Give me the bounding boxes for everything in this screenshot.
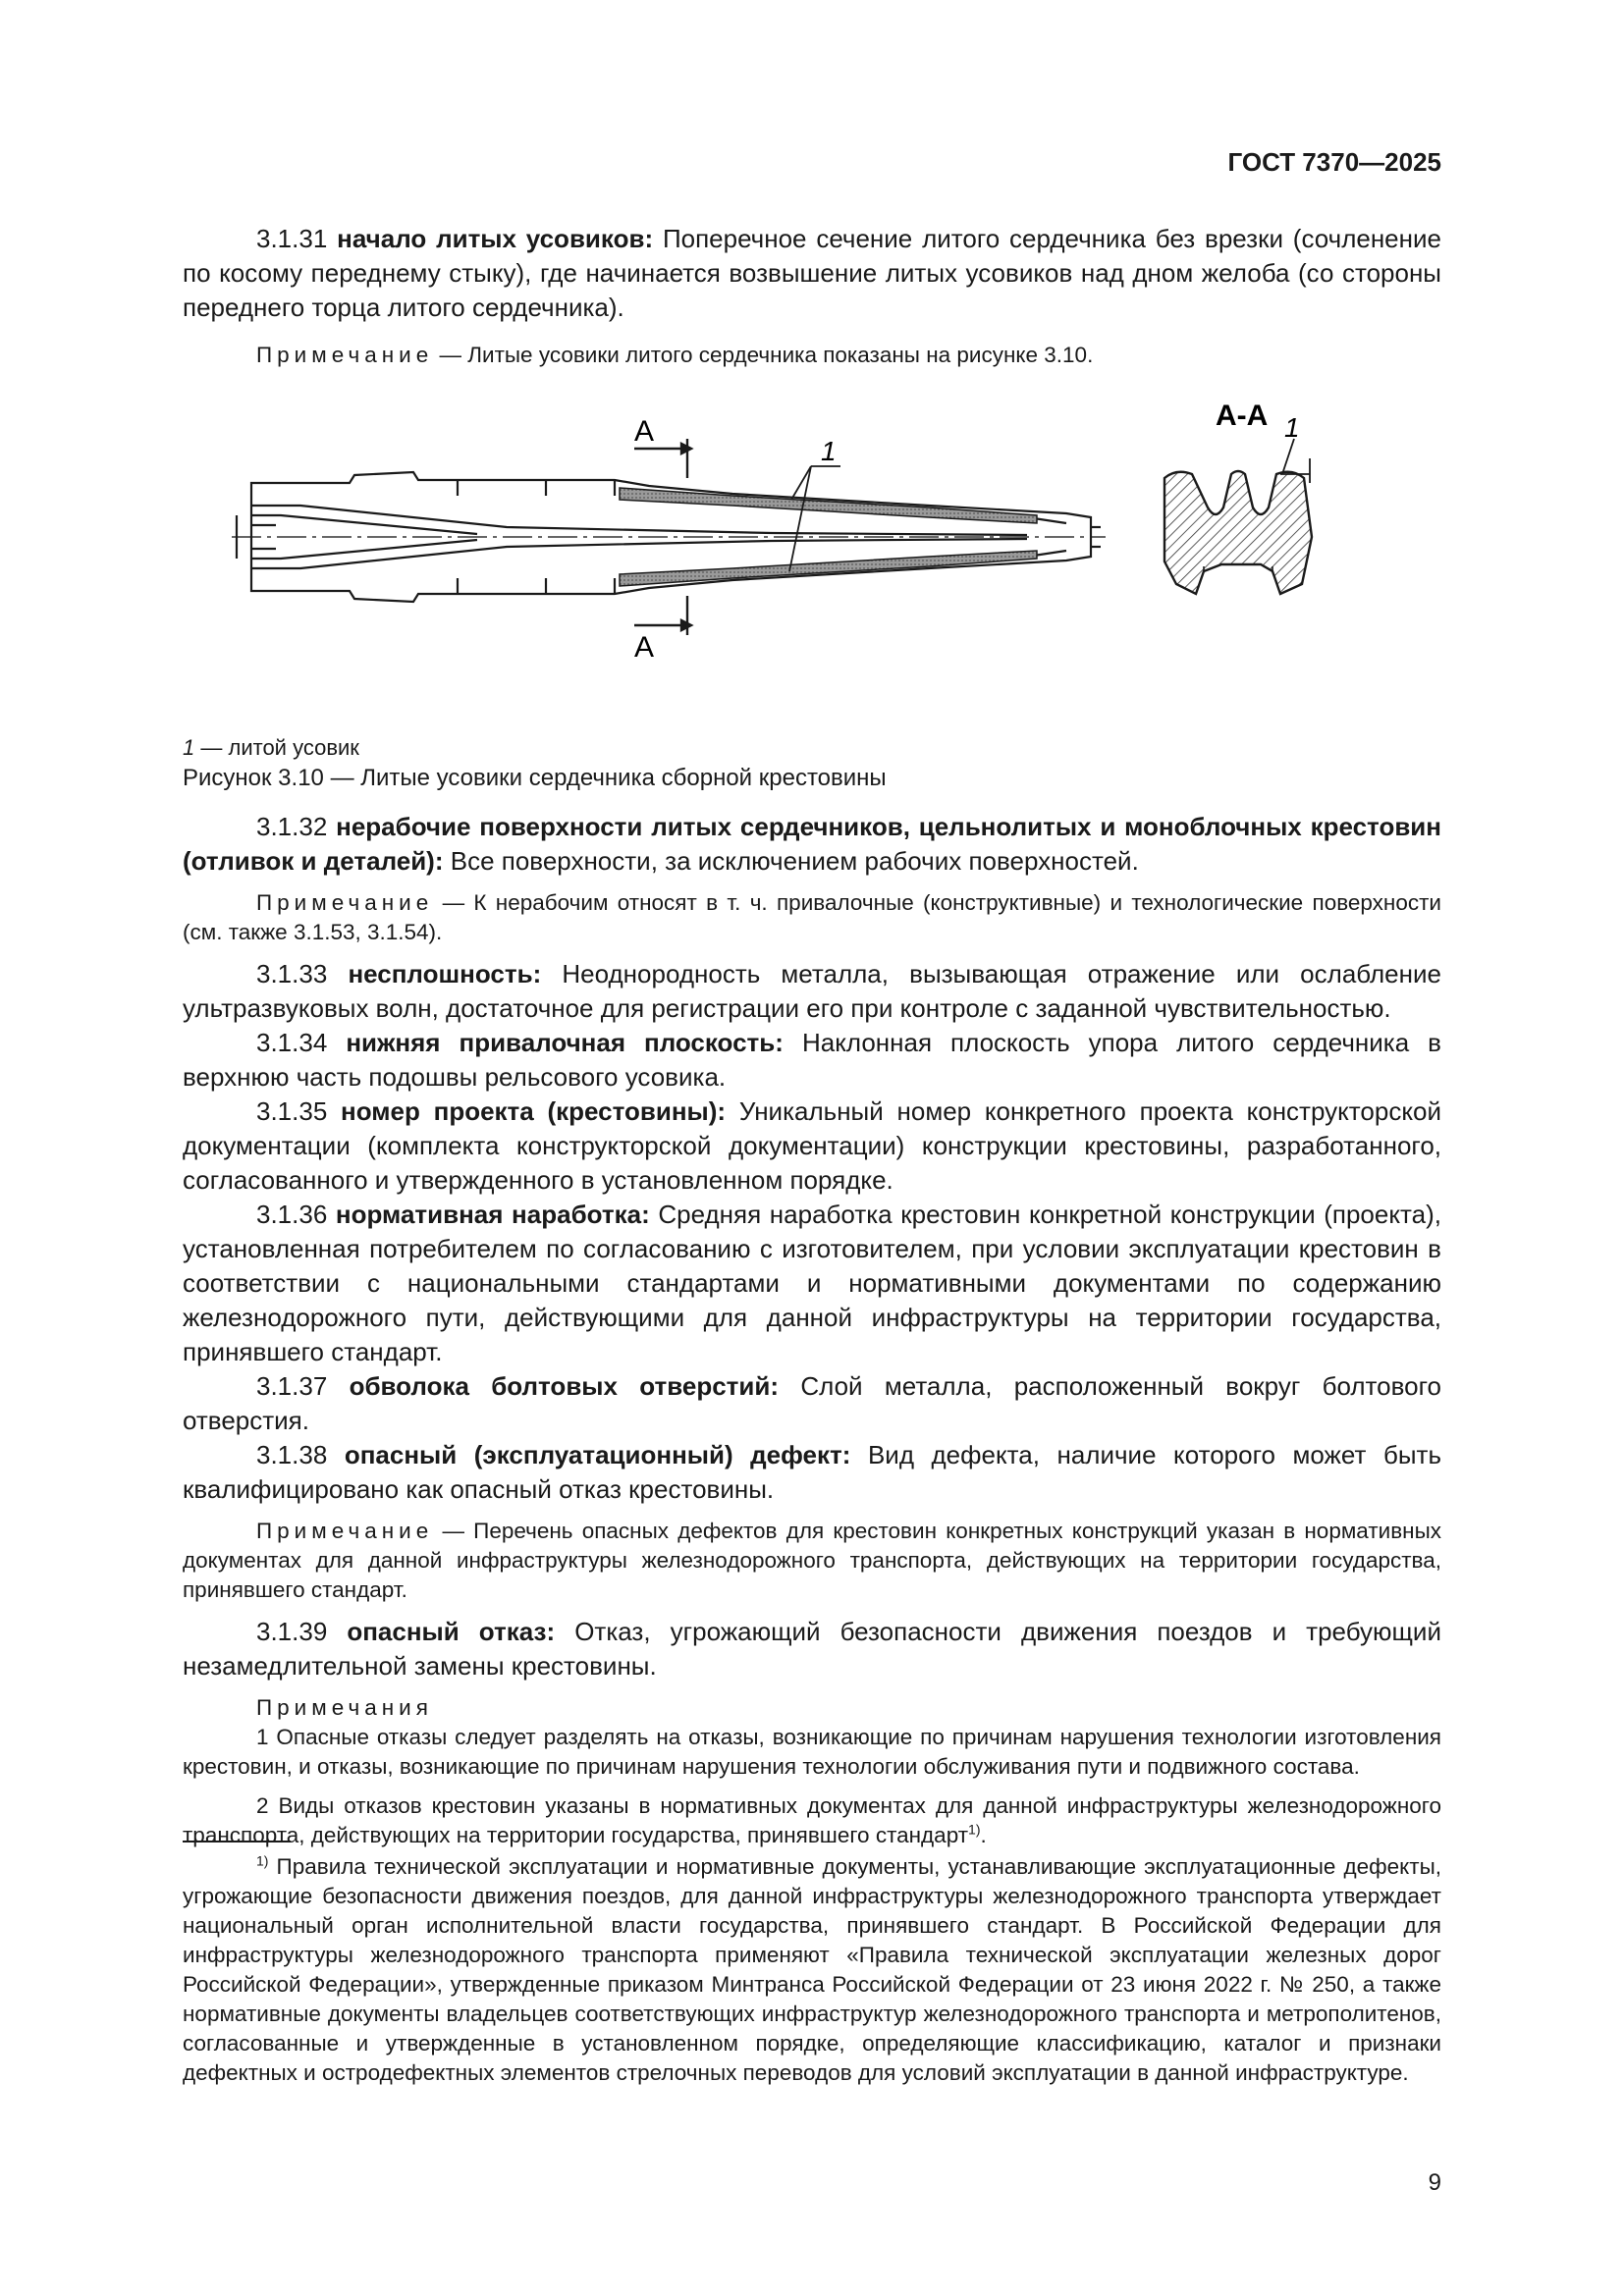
term-title: обволока болтовых отверстий:: [349, 1371, 780, 1401]
term-definition: Неоднородность металла, вызывающая отражение или ослабление ультразвуковых волн, достаточное для регистрации его при контроле с заданной чувствительностью.: [183, 959, 1441, 1023]
term-definition: Средняя наработка крестовин конкретной конструкции (проекта), установленная потребителем по согласованию с изготовителем, при условии эксплуатации крестовин в соответствии с национальными стандартами и нормативными документами по содержанию железнодорожного пути, действующими для данной инфраструктуры на территории государства, принявшего стандарт.: [183, 1200, 1441, 1366]
frog-drawing: [183, 390, 1441, 733]
term-3-1-33: 3.1.33 несплошность: Неоднородность металла, вызывающая отражение или ослабление ультразвуковых волн, достаточное для регистрации его при контроле с заданной чувствительностью.: [183, 959, 1441, 1023]
note-3: Примечание — Перечень опасных дефектов для крестовин конкретных конструкций указан в нормативных документах для данной инфраструктуры железнодорожного транспорта, действующих на территории государства, принявшего стандарт.: [183, 1519, 1441, 1602]
term-3-1-38: 3.1.38 опасный (эксплуатационный) дефект: Вид дефекта, наличие которого может быть квалифицировано как опасный отказ крестовины.: [183, 1440, 1441, 1504]
callout-leaders: [789, 466, 840, 571]
term-3-1-35: 3.1.35 номер проекта (крестовины): Уникальный номер конкретного проекта конструкторской документации (комплекта конструкторской документации) конструкции крестовины, разработанного, согласованного и утвержденного в установленном порядке.: [183, 1096, 1441, 1195]
section-callout-label: 1: [1284, 412, 1300, 443]
footnote-ref[interactable]: 1): [968, 1821, 981, 1838]
term-3-1-36: 3.1.36 нормативная наработка: Средняя наработка крестовин конкретной конструкции (проекта), установленная потребителем по согласованию с изготовителем, при условии эксплуатации крестовин в соответствии с национальными стандартами и нормативными документами по содержанию железнодорожного пути, действующими для данной инфраструктуры на территории государства, принявшего стандарт.: [183, 1200, 1441, 1366]
term-3-1-32: 3.1.32 нерабочие поверхности литых сердечников, цельнолитых и моноблочных крестовин (отливок и деталей): Все поверхности, за исключением рабочих поверхностей.: [183, 812, 1441, 876]
section-mark-bottom: [634, 596, 691, 635]
term-definition: Наклонная плоскость упора литого сердечника в верхнюю часть подошвы рельсового усовика.: [183, 1028, 1441, 1092]
callout-label: 1: [821, 436, 837, 466]
cast-whisker-lower: [620, 551, 1037, 586]
footnote-1: $^{1)}$ Правила технической эксплуатации и нормативные документы, устанавливающие эксплуатационные дефекты, угрожающие безопасности движения поездов, для данной инфраструктуры железнодорожного транспорта утверждает национальный орган исполнительной власти государства, принявшего стандарт. В Российской Федерации для инфраструктуры железнодорожного транспорта применяют «Правила технической эксплуатации железных дорог Российской Федерации», утвержденные приказом Минтранса Российской Федерации от 23 июня 2022 г. № 250, а также нормативные документы владельцев соответствующих инфраструктур железнодорожного транспорта и метрополитенов, согласованные и утвержденные в установленном порядке, определяющие классификацию, каталог и признаки дефектных и остродефектных элементов стрелочных переводов для условий эксплуатации в данной инфраструктуре.: [183, 1852, 1441, 2085]
term-title: опасный отказ:: [347, 1617, 556, 1646]
figure-3-10: [183, 390, 1441, 733]
document-header: ГОСТ 7370—2025: [1227, 147, 1441, 177]
section-label-top: А: [634, 415, 655, 448]
term-title: нерабочие поверхности литых сердечников, цельнолитых и моноблочных крестовин (отливок и деталей):: [183, 812, 1441, 876]
main-content: [183, 222, 1441, 1850]
term-3-1-31: 3.1.31 начало литых усовиков: Поперечное сечение литого сердечника без врезки (сочленение по косому переднему стыку), где начинается возвышение литых усовиков над дном желоба (со стороны переднего торца литого сердечника).: [183, 224, 1441, 322]
footnote-mark: 1): [256, 1852, 269, 1869]
note-4-2: 2 Виды отказов крестовин указаны в нормативных документах для данной инфраструктуры железнодорожного транспорта, действующих на территории государства, принявшего стандарт$^{1)}$.: [183, 1793, 1441, 1847]
footnotes: [183, 1841, 1441, 2088]
term-definition: Вид дефекта, наличие которого может быть квалифицировано как опасный отказ крестовины.: [183, 1440, 1441, 1504]
term-title: номер проекта (крестовины):: [341, 1096, 727, 1126]
section-label-bottom: А: [634, 631, 655, 664]
term-definition: Поперечное сечение литого сердечника без врезки (сочленение по косому переднему стыку), где начинается возвышение литых усовиков над дном желоба (со стороны переднего торца литого сердечника).: [183, 224, 1441, 322]
figure-caption: Рисунок 3.10 — Литые усовики сердечника сборной крестовины: [183, 765, 887, 791]
note-4-1: 1 Опасные отказы следует разделять на отказы, возникающие по причинам нарушения технологии изготовления крестовин, и отказы, возникающие по причинам нарушения технологии обслуживания пути и подвижного состава.: [183, 1725, 1441, 1779]
term-definition: Все поверхности, за исключением рабочих поверхностей.: [450, 846, 1139, 876]
term-title: нормативная наработка:: [335, 1200, 650, 1229]
term-title: начало литых усовиков:: [337, 224, 654, 253]
term-3-1-34: 3.1.34 нижняя привалочная плоскость: Наклонная плоскость упора литого сердечника в верхнюю часть подошвы рельсового усовика.: [183, 1028, 1441, 1092]
cast-whisker-upper: [620, 488, 1037, 523]
term-definition: Уникальный номер конкретного проекта конструкторской документации (комплекта конструкторской документации) конструкции крестовины, разработанного, согласованного и утвержденного в установленном порядке.: [183, 1096, 1441, 1195]
term-3-1-37: 3.1.37 обволока болтовых отверстий: Слой металла, расположенный вокруг болтового отверстия.: [183, 1371, 1441, 1435]
section-view-label: А-А: [1216, 400, 1269, 432]
note-2: Примечание — К нерабочим относят в т. ч. привалочные (конструктивные) и технологические поверхности (см. также 3.1.53, 3.1.54).: [183, 890, 1441, 944]
term-definition: Слой металла, расположенный вокруг болтового отверстия.: [183, 1371, 1441, 1435]
cross-section: [1164, 471, 1312, 594]
note-1: Примечание — Литые усовики литого сердечника показаны на рисунке 3.10.: [256, 343, 1094, 367]
term-title: опасный (эксплуатационный) дефект:: [344, 1440, 851, 1469]
term-title: несплошность:: [348, 959, 542, 988]
figure-legend: 1 — литой усовик: [183, 735, 359, 760]
term-definition: Отказ, угрожающий безопасности движения поездов и требующий незамедлительной замены крестовины.: [183, 1617, 1441, 1681]
notes-heading: Примечания: [256, 1695, 433, 1720]
term-3-1-39: 3.1.39 опасный отказ: Отказ, угрожающий безопасности движения поездов и требующий незамедлительной замены крестовины.: [183, 1617, 1441, 1681]
footnote-divider: [183, 1841, 291, 1842]
term-title: нижняя привалочная плоскость:: [346, 1028, 784, 1057]
page-number: 9: [1428, 2169, 1441, 2196]
